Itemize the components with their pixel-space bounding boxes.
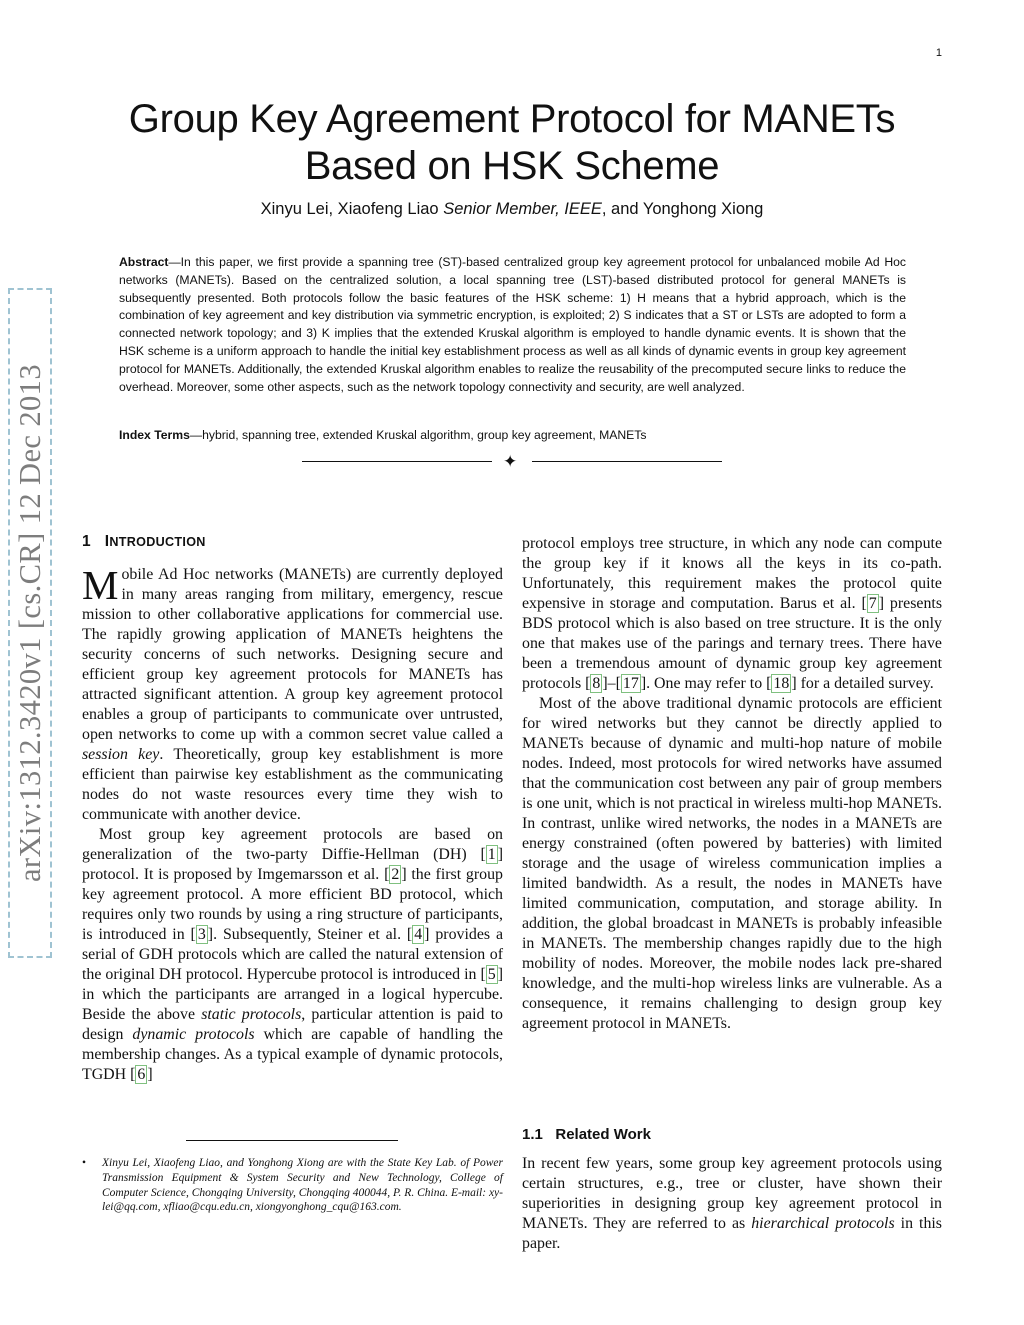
authors-names-end: , and Yonghong Xiong [601,200,764,218]
subsection-heading-related-work [522,1126,651,1143]
abstract-text: —In this paper, we first provide a spanning tree (ST)-based centralized group key agreement protocol for unbalanced mobile Ad Hoc networks (MANETs). Based on the centralized solution, a local spanning tree (LST)-based distributed protocol for general MANETs is subsequently presented. Both protocols follow the basic features of the HSK scheme: 1) H means that a hybrid approach, which is the combination of key agreement and key distribution via symmetric encryption, is exploited; 2) S indicates that a ST or LSTs are adopted to form a connected network topology; and 3) K implies that the extended Kruskal algorithm is employed to handle dynamic events. It is shown that the HSK scheme is a uniform approach to handle the initial key establishment process as well as all kinds of dynamic events in group key agreement protocol for MANETs. Additionally, the extended Kruskal algorithm enables to realize the reusability of the precomputed secure links to reduce the overhead. Moreover, some other aspects, such as the network topology connectivity and security, are well analyzed. [119,255,906,394]
index-terms-text: —hybrid, spanning tree, extended Kruskal algorithm, group key agreement, MANETs [189,428,647,442]
citation-link-3[interactable]: 3 [197,926,206,943]
dropcap-letter: M [82,562,119,608]
section-heading-introduction [82,533,206,551]
footnote-text: Xinyu Lei, Xiaofeng Liao, and Yonghong Xiong are with the State Key Lab. of Power Transmission Equipment & System Security and New Technology, College of Computer Science, Chongqing University, Chongqing 400044, P. R. China. E-mail: xy-lei@qq.com, xfliao@cqu.edu.cn, xiongyonghong_cqu@163.com. [102,1157,503,1214]
subsection-title: Related Work [555,1126,651,1143]
divider-line-left [302,461,492,462]
author-affiliation-footnote [82,1156,503,1215]
section-title-initial: I [104,533,110,550]
page-number: 1 [935,47,942,59]
divider-line-right [532,461,722,462]
citation-link-8[interactable]: 8 [592,675,601,692]
footnote-rule [186,1140,398,1141]
citation-link-1[interactable]: 1 [487,846,496,863]
right-column [522,534,942,1034]
author-list [0,200,1024,219]
section-number: 1 [82,533,91,550]
divider-diamond-icon: ✦ [503,452,518,471]
title-line-1: Group Key Agreement Protocol for MANETs [128,97,896,141]
related-work-paragraph: In recent few years, some group key agreement protocols using certain structures, e.g., tree or cluster, have shown their superiorities in designing group key agreement protocol in MANETs. They are referred to as hierarchical protocols in this paper. [522,1155,942,1252]
abstract-label: Abstract [119,255,169,269]
arxiv-identifier-stamp: arXiv:1312.3420v1 [cs.CR] 12 Dec 2013 [8,288,52,958]
citation-link-6[interactable]: 6 [137,1066,146,1083]
citation-link-7[interactable]: 7 [868,595,877,612]
citation-link-5[interactable]: 5 [487,966,496,983]
abstract [119,254,906,396]
footnote-bullet: • [82,1157,87,1169]
term-hierarchical-protocols: hierarchical protocols [751,1215,895,1232]
term-dynamic-protocols: dynamic protocols [132,1026,255,1043]
intro-paragraph-3: protocol employs tree structure, in which any node can compute the group key if it knows all the keys in its co-path. Unfortunately, this requirement makes the protocol quite expensive in storage and computation. Barus et al. [ 7 ] presents BDS protocol which is also based on tree structure. It is the only one that makes use of the parings and ternary trees. There have been a tremendous amount of dynamic group key agreement protocols [ 8 ]–[ 17 ]. One may refer to [ 18 ] for a detailed survey. [522,535,943,692]
section-title-rest: NTRODUCTION [109,535,206,549]
subsection-number: 1.1 [522,1126,543,1143]
citation-link-2[interactable]: 2 [391,866,400,883]
title-line-2: Based on HSK Scheme [304,144,720,188]
index-terms-label: Index Terms [119,428,190,442]
paper-title [0,96,1024,190]
section-divider [302,452,722,472]
authors-names: Xinyu Lei, Xiaofeng Liao [260,200,444,218]
term-static-protocols: static protocols [201,1006,302,1023]
intro-paragraph-2: Most group key agreement protocols are based on generalization of the two-party Diffie-Hellman (DH) [ 1 ] protocol. It is proposed by Imgemarsson et al. [ 2 ] the first group key agreement protocol. A more efficient BD protocol, which requires only two rounds by using a ring structure of participants, is introduced in [ 3 ]. Subsequently, Steiner et al. [ 4 ] provides a serial of GDH protocols which are called the natural extension of the original DH protocol. Hypercube protocol is introduced in [ 5 ] in which the participants are arranged in a logical hypercube. Beside the above static protocols, particular attention is paid to design dynamic protocols which are capable of handling the membership changes. As a typical example of dynamic protocols, TGDH [ 6 ] [82,826,503,1083]
index-terms [119,428,906,442]
related-work-text [522,1154,942,1254]
intro-paragraph-1: Mobile Ad Hoc networks (MANETs) are currently deployed in many areas ranging from military, emergency, rescue mission to other collaborative applications for commercial use. The rapidly growing application of MANETs heightens the security concerns of such networks. Designing secure and efficient group key agreement protocols for MANETs has attracted significant attention. A group key agreement protocol enables a group of participants to communicate over untrusted, open networks to come up with a common secret value called a session key. Theoretically, group key establishment is more efficient than pairwise key establishment as the communicating nodes do not waste resources every time they wish to communicate with another device. [82,562,503,823]
term-session-key: session key [82,746,160,763]
intro-paragraph-4: Most of the above traditional dynamic protocols are efficient for wired networks but they cannot be directly applied to MANETs because of dynamic and multi-hop nature of mobile nodes. Indeed, most protocols for wired networks have assumed that the communication cost between any pair of group members is one unit, which is not practical in wireless multi-hop MANETs. In contrast, unlike wired networks, the nodes in a MANETs are energy constrained (often powered by batteries) with limited storage and the usage of wireless communication implies a limited bandwidth. As a result, the nodes in MANETs have limited communication, computation, and storage ability. In addition, the global broadcast in MANETs is probably infeasible in MANETs. The membership changes rapidly due to the high mobility of nodes. Moreover, the mobile nodes lack pre-shared knowledge, and the multi-hop wireless links are vulnerable. As a consequence, it remains challenging to design group key agreement protocol in MANETs. [522,695,942,1032]
left-column [82,562,503,1085]
authors-membership: Senior Member, IEEE [443,200,602,218]
citation-link-17[interactable]: 17 [622,675,639,692]
citation-link-18[interactable]: 18 [773,675,790,692]
citation-link-4[interactable]: 4 [414,926,423,943]
